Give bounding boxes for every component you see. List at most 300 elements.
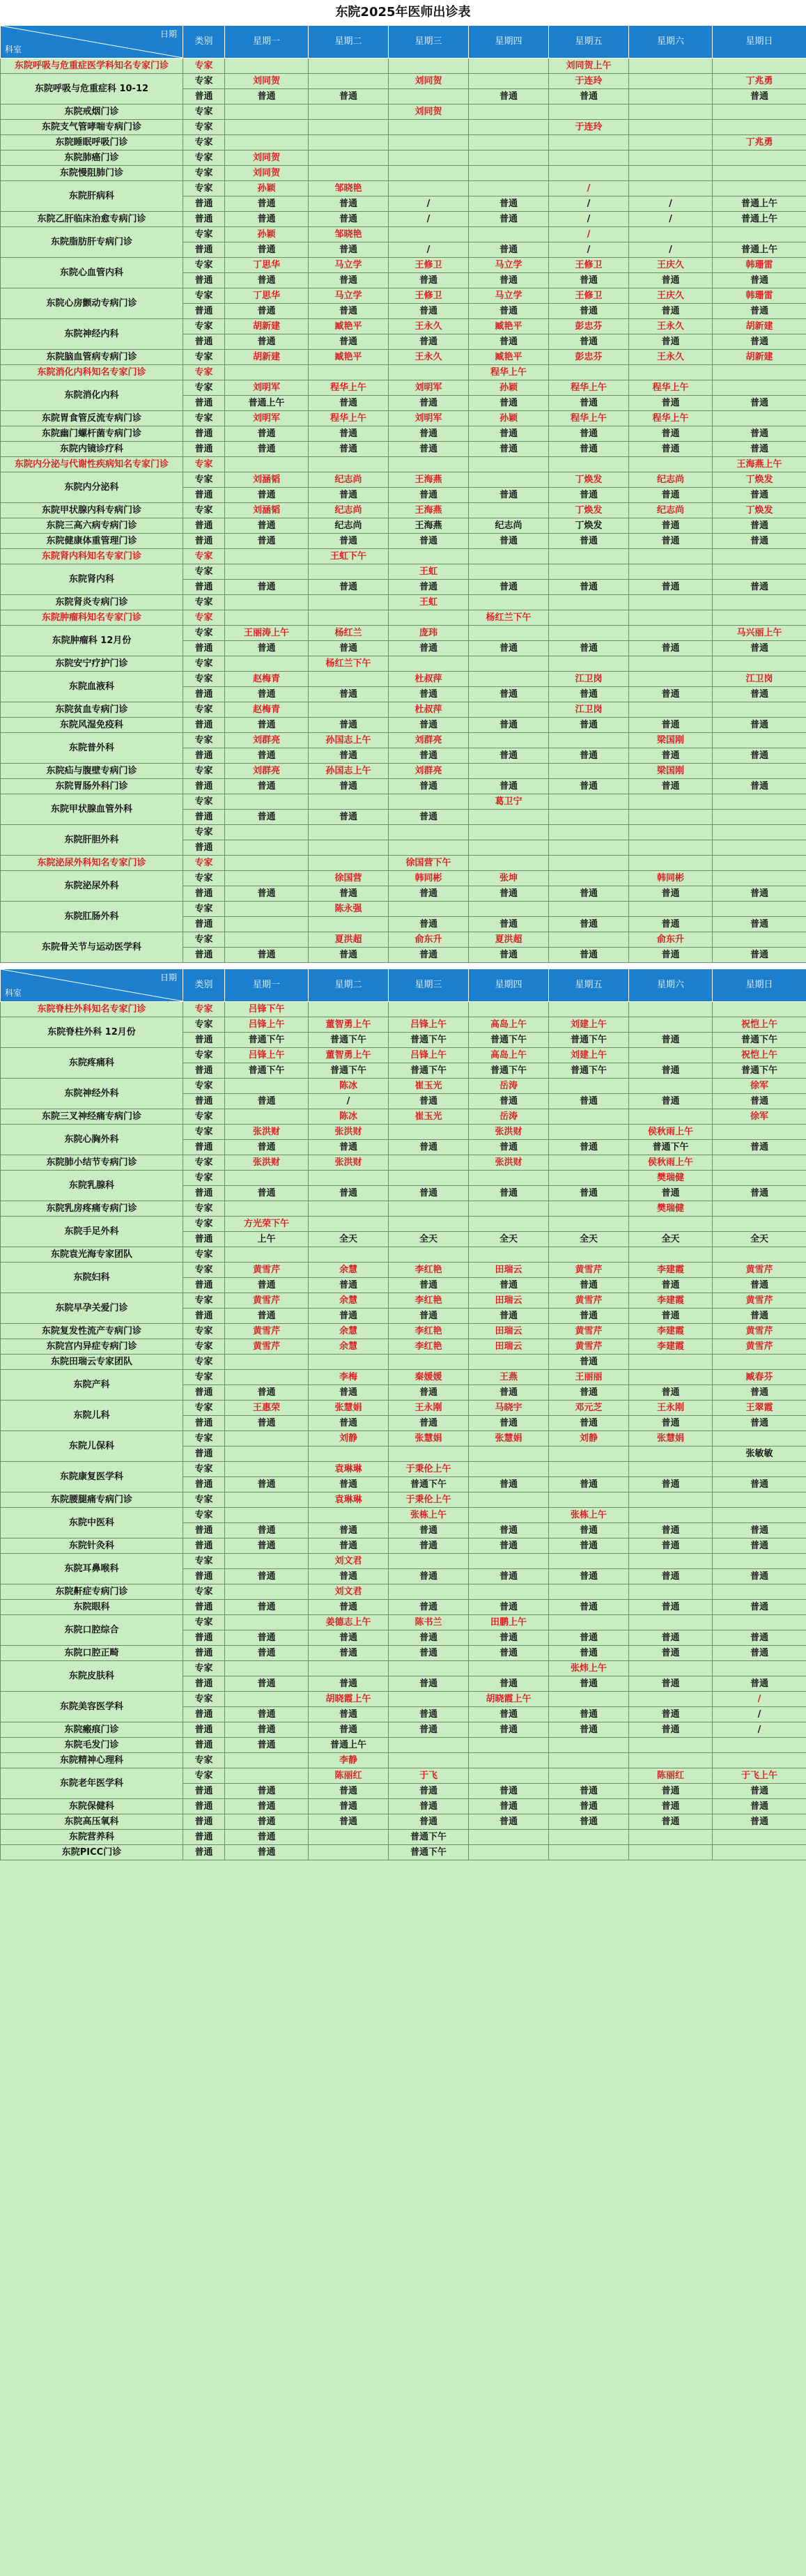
schedule-cell (469, 105, 549, 120)
schedule-cell: 普通 (389, 1707, 469, 1722)
schedule-cell: 普通 (309, 748, 389, 764)
schedule-cell (629, 227, 713, 242)
schedule-cell (549, 549, 629, 564)
dept-name: 东院内分泌科 (1, 472, 183, 503)
schedule-cell: 普通 (309, 1630, 389, 1646)
schedule-cell (549, 1768, 629, 1784)
schedule-cell: 普通 (629, 1784, 713, 1799)
schedule-cell: 普通下午 (549, 1033, 629, 1048)
table-row (1, 1462, 806, 1477)
schedule-cell: 普通 (225, 534, 309, 549)
schedule-cell: 刘明军 (389, 380, 469, 396)
schedule-cell: 普通 (713, 1676, 806, 1692)
schedule-cell: 张栋上午 (389, 1508, 469, 1523)
schedule-cell: 普通 (629, 948, 713, 963)
schedule-cell: 普通 (469, 1646, 549, 1661)
schedule-cell: 普通 (389, 426, 469, 442)
schedule-cell (713, 840, 806, 856)
row-type: 普通 (183, 212, 225, 227)
schedule-cell: 李梅 (309, 1370, 389, 1385)
schedule-cell (713, 380, 806, 396)
table-row (1, 350, 806, 365)
schedule-cell: 普通下午 (469, 1063, 549, 1079)
row-type: 专家 (183, 672, 225, 687)
schedule-cell: 普通 (629, 748, 713, 764)
schedule-cell (389, 1125, 469, 1140)
schedule-cell (225, 457, 309, 472)
header-type: 类别 (183, 969, 225, 1002)
schedule-cell (713, 932, 806, 948)
schedule-cell: 普通 (713, 1278, 806, 1293)
schedule-cell (713, 1615, 806, 1630)
schedule-cell (713, 1217, 806, 1232)
table-row (1, 1814, 806, 1830)
dept-name: 东院美容医学科 (1, 1692, 183, 1722)
schedule-cell: 普通 (225, 1630, 309, 1646)
schedule-cell (629, 702, 713, 718)
schedule-cell: 胡新建 (225, 350, 309, 365)
schedule-cell: / (549, 227, 629, 242)
schedule-cell (309, 365, 389, 380)
schedule-cell: 普通 (225, 1845, 309, 1860)
dept-name: 东院消化内科 (1, 380, 183, 411)
dept-name: 东院安宁疗护门诊 (1, 656, 183, 672)
schedule-cell (629, 1109, 713, 1125)
schedule-cell: 普通 (713, 304, 806, 319)
schedule-cell: 梁国刚 (629, 733, 713, 748)
schedule-cell (629, 1845, 713, 1860)
dept-name: 东院腰腿痛专病门诊 (1, 1493, 183, 1508)
schedule-cell (713, 166, 806, 181)
schedule-cell: 余慧 (309, 1293, 389, 1309)
schedule-cell: 王永久 (629, 350, 713, 365)
schedule-cell: 普通 (309, 89, 389, 105)
schedule-cell: 普通 (629, 641, 713, 656)
schedule-cell (225, 1768, 309, 1784)
schedule-cell (549, 1753, 629, 1768)
corner-cell (1, 969, 183, 1002)
schedule-cell: 普通 (469, 779, 549, 794)
schedule-cell: 陈冰 (309, 1109, 389, 1125)
schedule-cell (713, 702, 806, 718)
row-type: 普通 (183, 488, 225, 503)
row-type: 专家 (183, 1263, 225, 1278)
dept-name: 东院乳房疼痛专病门诊 (1, 1201, 183, 1217)
schedule-cell: 黄雪芹 (225, 1263, 309, 1278)
schedule-cell: 普通 (469, 1477, 549, 1493)
schedule-cell: 马兴丽上午 (713, 626, 806, 641)
schedule-cell: 高岛上午 (469, 1048, 549, 1063)
schedule-cell (469, 1171, 549, 1186)
row-type: 普通 (183, 1538, 225, 1554)
dept-name: 东院儿科 (1, 1401, 183, 1431)
row-type: 普通 (183, 273, 225, 288)
schedule-cell (629, 59, 713, 74)
schedule-cell: 刘明军 (389, 411, 469, 426)
schedule-cell: 普通 (225, 1738, 309, 1753)
schedule-cell: 普通 (389, 1538, 469, 1554)
schedule-cell: 丁焕发 (549, 518, 629, 534)
table-row (1, 1799, 806, 1814)
table-row (1, 1048, 806, 1063)
schedule-cell: 普通 (713, 641, 806, 656)
row-type: 专家 (183, 135, 225, 151)
row-type: 专家 (183, 227, 225, 242)
schedule-cell: 梁国刚 (629, 764, 713, 779)
schedule-cell: 田瑞云 (469, 1324, 549, 1339)
schedule-cell: 普通 (713, 748, 806, 764)
schedule-cell: 普通 (469, 488, 549, 503)
table-row (1, 105, 806, 120)
schedule-cell: 于飞 (389, 1768, 469, 1784)
schedule-cell (549, 365, 629, 380)
schedule-cell: 王永刚 (629, 1401, 713, 1416)
table-row (1, 534, 806, 549)
row-type: 专家 (183, 1692, 225, 1707)
table-row (1, 902, 806, 917)
schedule-cell: 张坤 (469, 871, 549, 886)
schedule-cell: 普通 (549, 273, 629, 288)
schedule-cell (389, 1247, 469, 1263)
schedule-cell: 普通 (469, 1385, 549, 1401)
schedule-cell: 刘群亮 (225, 764, 309, 779)
dept-name: 东院毛发门诊 (1, 1738, 183, 1753)
dept-name: 东院肺小结节专病门诊 (1, 1155, 183, 1171)
table-row (1, 1538, 806, 1554)
schedule-cell (549, 151, 629, 166)
schedule-cell: 王海燕 (389, 518, 469, 534)
schedule-cell: 普通 (469, 1784, 549, 1799)
schedule-cell (713, 1431, 806, 1447)
table-row (1, 1370, 806, 1385)
schedule-cell (469, 1830, 549, 1845)
schedule-cell: 夏洪超 (309, 932, 389, 948)
schedule-cell: 杨红兰下午 (309, 656, 389, 672)
schedule-cell: 普通 (713, 1416, 806, 1431)
schedule-cell: 普通 (549, 1676, 629, 1692)
schedule-cell: 丁兆勇 (713, 135, 806, 151)
schedule-cell: 普通 (225, 1799, 309, 1814)
dept-name: 东院中医科 (1, 1508, 183, 1538)
schedule-cell (389, 151, 469, 166)
row-type: 普通 (183, 1063, 225, 1079)
schedule-cell: / (389, 212, 469, 227)
schedule-cell: 杨红兰 (309, 626, 389, 641)
schedule-cell: 普通 (389, 1278, 469, 1293)
schedule-cell: 普通 (469, 212, 549, 227)
schedule-cell: 普通 (389, 1646, 469, 1661)
schedule-cell: 臧艳平 (469, 350, 549, 365)
schedule-cell (629, 105, 713, 120)
row-type: 专家 (183, 794, 225, 810)
schedule-cell: 普通 (309, 810, 389, 825)
dept-name: 东院手足外科 (1, 1217, 183, 1247)
schedule-cell (629, 1554, 713, 1569)
schedule-cell: 孙颖 (469, 411, 549, 426)
schedule-cell: 普通 (225, 580, 309, 595)
schedule-cell: 普通 (713, 334, 806, 350)
schedule-cell (225, 1447, 309, 1462)
schedule-cell: 普通 (469, 1799, 549, 1814)
schedule-cell (309, 1217, 389, 1232)
schedule-cell (629, 365, 713, 380)
schedule-cell (713, 656, 806, 672)
schedule-cell: 普通下午 (389, 1477, 469, 1493)
schedule-cell (469, 1493, 549, 1508)
schedule-cell: 刘群亮 (389, 733, 469, 748)
schedule-cell: 邹晓艳 (309, 181, 389, 196)
dept-name: 东院早孕关爱门诊 (1, 1293, 183, 1324)
dept-name: 东院甲状腺血管外科 (1, 794, 183, 825)
row-type: 普通 (183, 840, 225, 856)
schedule-cell: 普通 (549, 1538, 629, 1554)
schedule-cell: 普通 (629, 273, 713, 288)
corner-dept-label: 科室 (5, 45, 22, 54)
schedule-cell: 臧春芬 (713, 1370, 806, 1385)
header-day: 星期四 (469, 969, 549, 1002)
dept-name: 东院脊柱外科知名专家门诊 (1, 1002, 183, 1017)
schedule-cell: 侯秋雨上午 (629, 1155, 713, 1171)
schedule-cell: 普通 (549, 534, 629, 549)
schedule-cell (549, 1584, 629, 1600)
schedule-cell (225, 871, 309, 886)
schedule-cell: 普通 (389, 1784, 469, 1799)
row-type: 普通 (183, 1278, 225, 1293)
schedule-cell: 普通 (629, 580, 713, 595)
schedule-cell (309, 672, 389, 687)
schedule-cell: 普通 (549, 396, 629, 411)
schedule-cell (549, 1692, 629, 1707)
schedule-cell: 丁焕发 (713, 503, 806, 518)
schedule-cell (713, 411, 806, 426)
table-row (1, 764, 806, 779)
schedule-cell: 普通 (309, 718, 389, 733)
schedule-cell: 普通 (389, 442, 469, 457)
dept-name: 东院脊柱外科 12月份 (1, 1017, 183, 1048)
dept-name: 东院内镜诊疗科 (1, 442, 183, 457)
schedule-cell: 刘文君 (309, 1584, 389, 1600)
schedule-cell: / (713, 1692, 806, 1707)
schedule-cell: 董智勇上午 (309, 1048, 389, 1063)
schedule-cell: 普通 (549, 1355, 629, 1370)
table-row (1, 365, 806, 380)
row-type: 专家 (183, 166, 225, 181)
table-row (1, 1646, 806, 1661)
schedule-cell: 普通 (469, 1523, 549, 1538)
schedule-cell: 普通 (549, 1569, 629, 1584)
schedule-cell: 普通 (629, 1278, 713, 1293)
schedule-cell: 普通 (629, 1707, 713, 1722)
schedule-cell: 普通 (629, 396, 713, 411)
dept-name: 东院骨关节与运动医学科 (1, 932, 183, 963)
schedule-cell (629, 1738, 713, 1753)
schedule-cell (469, 1201, 549, 1217)
schedule-cell (713, 105, 806, 120)
schedule-cell: 普通 (469, 748, 549, 764)
schedule-cell: 普通 (225, 1278, 309, 1293)
dept-name: 东院胃肠外科门诊 (1, 779, 183, 794)
schedule-cell (549, 794, 629, 810)
row-type: 专家 (183, 1079, 225, 1094)
schedule-cell: 普通 (549, 1523, 629, 1538)
row-type: 专家 (183, 902, 225, 917)
table-row (1, 319, 806, 334)
schedule-cell: 普通 (713, 580, 806, 595)
table-row (1, 1738, 806, 1753)
schedule-cell (389, 59, 469, 74)
header-day: 星期日 (713, 26, 806, 59)
table-row (1, 1753, 806, 1768)
dept-name: 东院呼吸与危重症科 10-12 (1, 74, 183, 105)
schedule-cell: 普通 (309, 1569, 389, 1584)
schedule-cell: 张慧娟 (389, 1431, 469, 1447)
schedule-cell: 普通 (389, 1385, 469, 1401)
dept-name: 东院乙肝临床治愈专病门诊 (1, 212, 183, 227)
schedule-cell (713, 1462, 806, 1477)
schedule-cell: 普通 (225, 1094, 309, 1109)
dept-name: 东院保健科 (1, 1799, 183, 1814)
schedule-cell (389, 181, 469, 196)
schedule-table (0, 25, 806, 963)
schedule-cell: 黄雪芹 (225, 1339, 309, 1355)
schedule-cell: 黄雪芹 (713, 1339, 806, 1355)
schedule-cell: 张栋上午 (549, 1508, 629, 1523)
schedule-cell: 刘静 (549, 1431, 629, 1447)
row-type: 普通 (183, 1309, 225, 1324)
dept-name: 东院肾内科知名专家门诊 (1, 549, 183, 564)
schedule-cell (389, 794, 469, 810)
schedule-cell (629, 457, 713, 472)
table-row (1, 1615, 806, 1630)
schedule-cell (225, 1554, 309, 1569)
schedule-cell (469, 656, 549, 672)
schedule-cell (629, 1002, 713, 1017)
schedule-cell: 普通 (629, 1186, 713, 1201)
schedule-cell: 胡新建 (225, 319, 309, 334)
table-row (1, 166, 806, 181)
schedule-cell (549, 1738, 629, 1753)
schedule-cell: 上午 (225, 1232, 309, 1247)
schedule-cell (549, 1447, 629, 1462)
schedule-cell: 普通 (225, 1538, 309, 1554)
schedule-cell: 普通 (309, 948, 389, 963)
schedule-cell (389, 1738, 469, 1753)
table-row (1, 733, 806, 748)
schedule-cell: 普通 (549, 1799, 629, 1814)
schedule-cell (225, 1370, 309, 1385)
schedule-cell: 侯秋雨上午 (629, 1125, 713, 1140)
schedule-cell: 普通 (389, 1600, 469, 1615)
schedule-cell: 普通 (549, 1416, 629, 1431)
schedule-cell: 韩珊雷 (713, 288, 806, 304)
table-row (1, 794, 806, 810)
schedule-cell (549, 840, 629, 856)
schedule-cell: 普通 (713, 273, 806, 288)
schedule-cell (469, 902, 549, 917)
header-day: 星期五 (549, 969, 629, 1002)
dept-name: 东院泌尿外科 (1, 871, 183, 902)
schedule-cell: 普通 (389, 810, 469, 825)
dept-name: 东院儿保科 (1, 1431, 183, 1462)
schedule-cell (469, 1768, 549, 1784)
schedule-cell: 普通下午 (713, 1033, 806, 1048)
schedule-cell: 普通 (629, 779, 713, 794)
schedule-cell (549, 1493, 629, 1508)
schedule-cell (549, 135, 629, 151)
schedule-cell (713, 59, 806, 74)
schedule-cell: 普通 (225, 1477, 309, 1493)
schedule-cell: 俞东升 (389, 932, 469, 948)
schedule-cell: 普通 (389, 687, 469, 702)
schedule-cell: 普通 (225, 212, 309, 227)
table-row (1, 1768, 806, 1784)
schedule-cell (549, 825, 629, 840)
schedule-cell: 普通 (389, 886, 469, 902)
schedule-cell: 普通 (309, 212, 389, 227)
row-type: 普通 (183, 1385, 225, 1401)
schedule-cell (309, 1508, 389, 1523)
schedule-cell (225, 1753, 309, 1768)
row-type: 专家 (183, 59, 225, 74)
schedule-cell: 丁焕发 (549, 472, 629, 488)
table-row (1, 825, 806, 840)
schedule-cell: 普通 (389, 396, 469, 411)
schedule-cell: 普通 (713, 89, 806, 105)
schedule-cell: 普通 (713, 948, 806, 963)
schedule-cell: 胡新建 (713, 319, 806, 334)
schedule-cell: 普通 (469, 334, 549, 350)
schedule-cell: 陈丽红 (629, 1768, 713, 1784)
schedule-cell: 普通 (389, 1140, 469, 1155)
schedule-cell: 普通 (469, 886, 549, 902)
row-type: 普通 (183, 886, 225, 902)
schedule-cell: 普通 (549, 1722, 629, 1738)
schedule-cell: 普通 (225, 196, 309, 212)
schedule-cell (629, 549, 713, 564)
schedule-cell (629, 1079, 713, 1094)
schedule-cell: 普通 (713, 1814, 806, 1830)
table-row (1, 932, 806, 948)
schedule-cell (225, 917, 309, 932)
schedule-cell: 王海燕 (389, 472, 469, 488)
schedule-cell: 王虹下午 (309, 549, 389, 564)
row-type: 专家 (183, 1201, 225, 1217)
schedule-cell: 张敏敏 (713, 1447, 806, 1462)
schedule-cell: 普通 (309, 1385, 389, 1401)
table-row (1, 1109, 806, 1125)
schedule-cell (389, 89, 469, 105)
schedule-cell: 普通 (469, 1140, 549, 1155)
schedule-cell: 普通 (309, 1416, 389, 1431)
schedule-cell (469, 1584, 549, 1600)
row-type: 专家 (183, 1370, 225, 1385)
schedule-cell (629, 840, 713, 856)
schedule-cell (713, 764, 806, 779)
schedule-cell: 吕锋上午 (389, 1048, 469, 1063)
schedule-cell (549, 856, 629, 871)
schedule-cell: 李红艳 (389, 1324, 469, 1339)
schedule-cell (549, 105, 629, 120)
schedule-cell: 黄雪芹 (225, 1324, 309, 1339)
schedule-cell: 普通 (225, 1385, 309, 1401)
table-row (1, 472, 806, 488)
schedule-cell (389, 166, 469, 181)
schedule-cell (389, 1155, 469, 1171)
row-type: 专家 (183, 350, 225, 365)
row-type: 普通 (183, 534, 225, 549)
schedule-cell: 普通 (389, 1722, 469, 1738)
schedule-cell: 普通 (309, 396, 389, 411)
